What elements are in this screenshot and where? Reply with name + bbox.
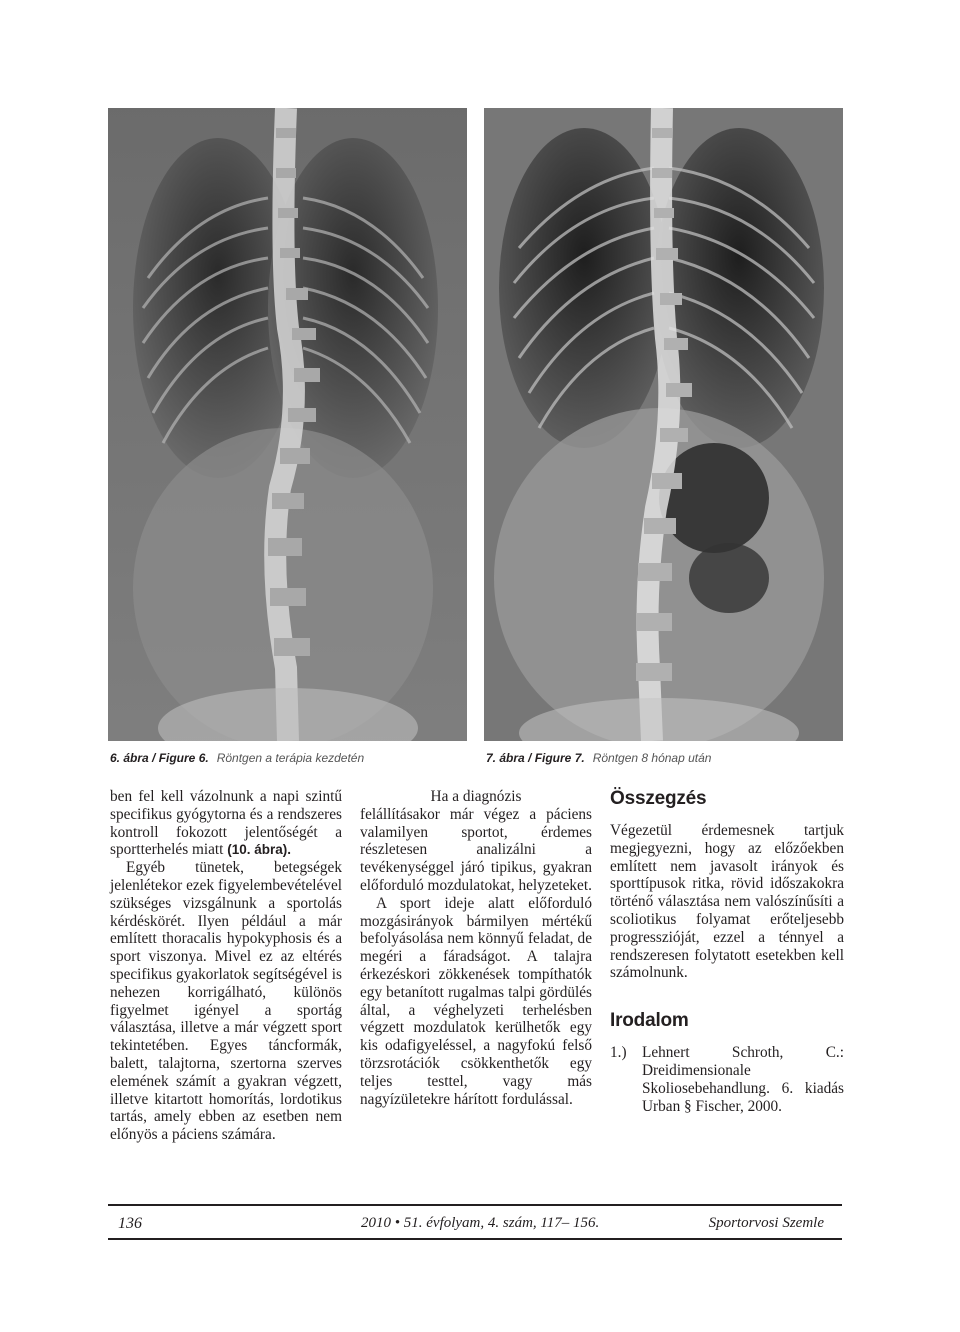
paragraph-1	[110, 788, 342, 859]
paragraph-4: A sport ideje alatt előforduló mozgásirányok bármilyen mértékű befolyásolása nem könnyű feladat, de megéri a fáradságot. A talajra érkezéskori zökkenések tompíthatók egy betanított rugalmas talpi gördülés által, a véghelyzeti terhelésben végzett mozdulatok kerülhetők egy kis odafigyeléssel, a nagyfokú felső törzsrotációk csökkenthetők egy teljes testtel, vagy más nagyízületekre hárított fordulással.	[360, 894, 592, 1108]
figure-7-caption-text: Röntgen 8 hónap után	[592, 751, 712, 765]
figure-reference: (10. ábra).	[227, 842, 292, 858]
figure-7-label: 7. ábra / Figure 7.	[486, 751, 585, 765]
paragraph-3-text: felállításakor már végez a páciens valamilyen sportot, érdemes részletesen analizálni a tevékenységgel járó tipikus, gyakran előforduló mozdulatokat, helyzeteket.	[360, 805, 592, 894]
paragraph-2: Egyéb tünetek, betegségek jelenlétekor ezek figyelembevételével szükséges vizsgálnunk a sportolás kérdéskörét. Ilyen például a már említett thoracalis hypokyphosis és a sport viszonya. Mivel ez az eltérés specifikus gyakorlatok segítségével is nehezen korrigálható, különös figyelmet igényel a sportág választása, illetve a már végzett sport tekintetében. Egyes táncformák, balett, talajtorna, szertorna szerves elemének számít a gyakran végzett, illetve kitartott homorítás, lordotikus tartás, amely ebben az esetben nem előnyös a páciens számára.	[110, 859, 342, 1144]
paragraph-3	[360, 788, 592, 895]
figure-6-caption-text: Röntgen a terápia kezdetén	[216, 751, 365, 765]
paragraph-1-text: ben fel kell vázolnunk a napi szintű specifikus gyógytorna és a rendszeres kontroll fokozott jelentőségét a sportterhelés miatt	[110, 788, 342, 859]
xray-image-figure-7	[484, 108, 843, 741]
xray-image-figure-6	[108, 108, 467, 741]
paragraph-3-first-line: Ha a diagnózis	[430, 788, 522, 805]
text-column-1	[110, 788, 342, 1144]
issue-info: 2010 • 51. évfolyam, 4. szám, 117– 156.	[361, 1215, 600, 1231]
page-footer	[108, 1204, 842, 1240]
figure-6-caption	[110, 751, 364, 769]
reference-text: Lehnert Schroth, C.: Dreidimensionale Skoliosebehandlung. 6. kiadás Urban § Fischer, 2000.	[642, 1044, 844, 1115]
heading-references: Irodalom	[610, 1010, 689, 1032]
figure-7-caption	[486, 751, 711, 769]
summary-paragraph: Végezetül érdemesnek tartjuk megjegyezni, hogy az előzőekben említett nem javasolt irányok és sporttípusok ritka, rövid időszakokra történő választása nem valószínűsíti a scoliotikus folyamat erőteljesebb progresszióját, ezzel a ténnyel a rendszeresen folytatott esetekben kell számolnunk.	[610, 822, 844, 982]
figure-6-label: 6. ábra / Figure 6.	[110, 751, 209, 765]
page-number: 136	[118, 1215, 142, 1232]
heading-summary: Összegzés	[610, 788, 707, 809]
text-column-3	[610, 788, 844, 1115]
spine-xray-before-illustration	[108, 108, 467, 741]
reference-item	[610, 1044, 844, 1115]
reference-number: 1.)	[610, 1044, 627, 1062]
text-column-2	[360, 788, 592, 1108]
journal-name: Sportorvosi Szemle	[708, 1215, 824, 1231]
spine-xray-after-illustration	[484, 108, 843, 741]
